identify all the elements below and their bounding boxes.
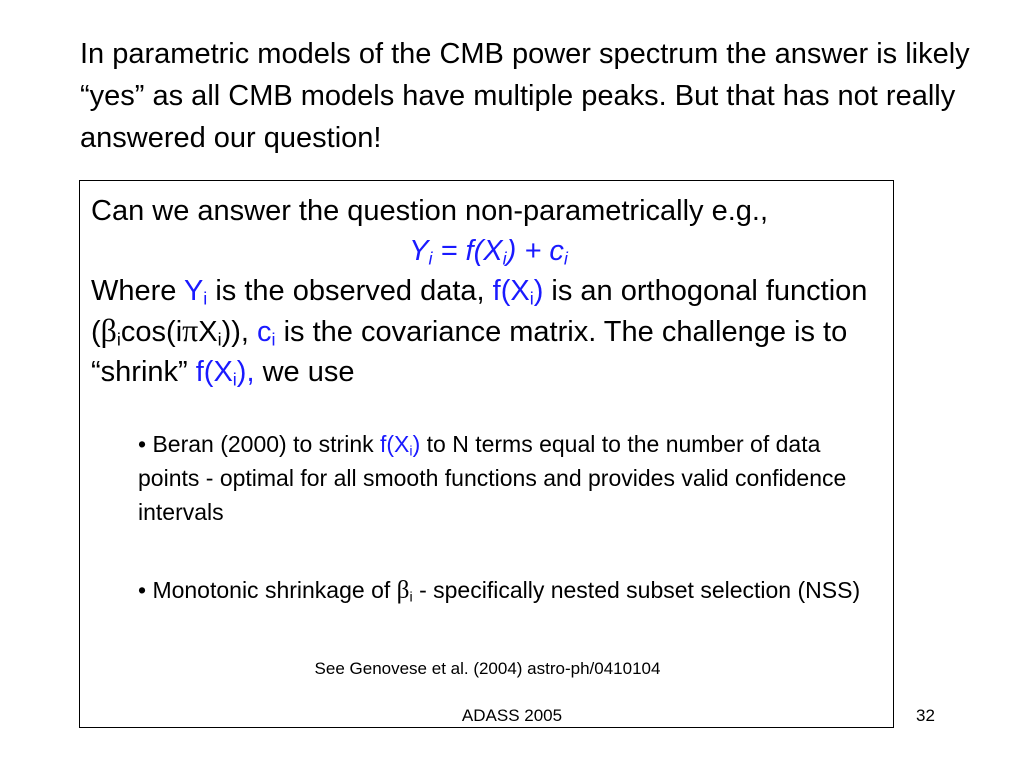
fx-symbol-2: $f(X_i)$, (195, 356, 255, 390)
c-symbol: $c_i$ (257, 316, 276, 350)
y-symbol: $Y_i$ (183, 275, 208, 309)
beta-symbol-2: β (396, 576, 410, 604)
fx-symbol-3: $f(X_i)$ (380, 431, 421, 460)
equation-fx: = f(X (432, 235, 503, 267)
page-number: 32 (916, 706, 935, 725)
intro-paragraph: In parametric models of the CMB power spectrum the answer is likely “yes” as all CMB models have multiple peaks. But that has not really answered our question! (80, 38, 970, 154)
definition-paragraph: Where $Y_i$ is the observed data, $f(X_i)$ is an orthogonal function $(\beta_i\cos(i\pi X_i))$, $c_i$ is the covariance matrix. The challenge is to “shrink” $f(X_i)$, we use (91, 275, 868, 390)
model-equation: $Y_i = f(X_i) + c_i$ (409, 235, 568, 269)
reference-note: See Genovese et al. (2004) astro-ph/0410104 (314, 659, 661, 678)
box-main-text (91, 191, 886, 392)
pi-symbol: π (182, 313, 199, 348)
equation-y: Y (409, 235, 429, 267)
fx-symbol: $f(X_i)$ (492, 275, 544, 309)
footer-conference: ADASS 2005 (461, 706, 563, 725)
beta-symbol: β (100, 313, 117, 348)
equation-c: ) + c (506, 235, 564, 267)
question-line: Can we answer the question non-parametrically e.g., (91, 195, 769, 227)
bullet-monotonic: • Monotonic shrinkage of $\beta_i$ - specifically nested subset selection (NSS) (138, 576, 861, 606)
content-box (79, 180, 894, 728)
bullet-beran: • Beran (2000) to strink $f(X_i)$ to N terms equal to the number of data points - optimal for all smooth functions and provides valid confidence intervals (138, 431, 847, 525)
